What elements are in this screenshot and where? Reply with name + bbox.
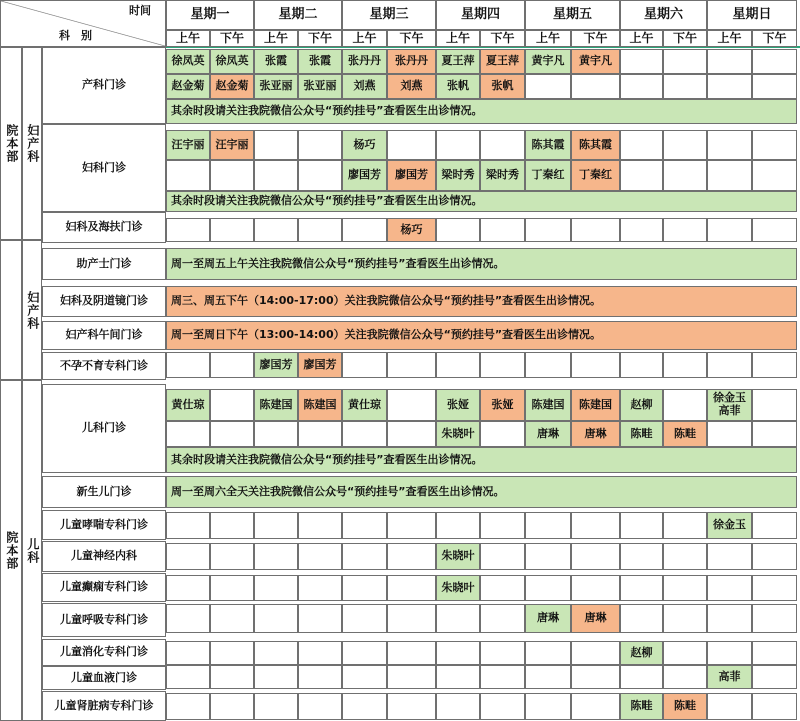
am-header: 上午 [620,30,663,47]
slot-cell [620,49,663,74]
slot-cell [436,641,480,665]
slot-cell [752,389,797,421]
doctor-cell: 廖国芳 [254,352,298,378]
day-header: 星期六 [620,0,707,30]
slot-cell [752,604,797,633]
slot-cell [620,160,663,191]
slot-cell [707,421,752,447]
doctor-cell: 唐琳 [525,604,571,633]
slot-cell [707,641,752,665]
slot-cell [166,693,210,720]
notice-bar: 周一至周日下午（13:00-14:00）关注我院微信公众号“预约挂号”查看医生出诊情况。 [166,321,797,350]
doctor-cell: 杨巧 [387,218,436,242]
doctor-cell: 徐凤英 [210,49,254,74]
clinic-name: 儿童呼吸专科门诊 [42,603,166,637]
doctor-cell: 黄仕琼 [166,389,210,421]
slot-cell [480,665,525,689]
clinic-name: 新生儿门诊 [42,476,166,508]
doctor-cell: 朱晓叶 [436,543,480,570]
doctor-cell: 黄仕琼 [342,389,387,421]
doctor-cell: 朱晓叶 [436,421,480,447]
slot-cell [707,74,752,99]
clinic-name: 儿童消化专科门诊 [42,639,166,666]
slot-cell [342,543,387,570]
clinic-name: 儿童肾脏病专科门诊 [42,691,166,721]
doctor-cell: 黄宇凡 [525,49,571,74]
slot-cell [752,543,797,570]
doctor-cell: 梁时秀 [436,160,480,191]
doctor-cell: 丁秦红 [525,160,571,191]
clinic-name: 妇科及阴道镜门诊 [42,286,166,317]
doctor-cell: 赵金菊 [166,74,210,99]
slot-cell [620,130,663,160]
doctor-cell: 徐金玉 [707,512,752,539]
subject-label: 科 别 [59,29,92,43]
slot-cell [436,512,480,539]
slot-cell [663,575,707,601]
slot-cell [620,74,663,99]
time-label: 时间 [129,4,151,17]
slot-cell [387,421,436,447]
slot-cell [210,389,254,421]
doctor-cell: 唐琳 [525,421,571,447]
slot-cell [298,693,342,720]
slot-cell [387,575,436,601]
slot-cell [387,543,436,570]
slot-cell [298,641,342,665]
slot-cell [387,389,436,421]
doctor-cell: 高菲 [707,665,752,689]
slot-cell [166,218,210,242]
slot-cell [752,130,797,160]
doctor-cell: 刘燕 [387,74,436,99]
slot-cell [707,693,752,720]
clinic-name: 妇科门诊 [42,124,166,212]
slot-cell [480,575,525,601]
slot-cell [620,352,663,378]
slot-cell [663,543,707,570]
doctor-cell: 夏王萍 [436,49,480,74]
clinic-name: 儿童血液门诊 [42,666,166,690]
slot-cell [620,575,663,601]
day-header: 星期五 [525,0,620,30]
doctor-cell: 汪宇丽 [166,130,210,160]
slot-cell [525,543,571,570]
slot-cell [342,693,387,720]
doctor-cell: 张霞 [254,49,298,74]
slot-cell [620,604,663,633]
slot-cell [210,604,254,633]
doctor-cell: 唐琳 [571,604,620,633]
slot-cell [752,665,797,689]
doctor-cell: 黄宇凡 [571,49,620,74]
doctor-cell: 陈建国 [298,389,342,421]
slot-cell [210,693,254,720]
pm-header: 下午 [752,30,797,47]
slot-cell [707,352,752,378]
slot-cell [663,604,707,633]
clinic-name: 产科门诊 [42,47,166,124]
doctor-cell: 汪宇丽 [210,130,254,160]
am-header: 上午 [166,30,210,47]
slot-cell [387,665,436,689]
notice-bar: 周一至周五上午关注我院微信公众号“预约挂号”查看医生出诊情况。 [166,248,797,280]
slot-cell [752,49,797,74]
slot-cell [210,352,254,378]
slot-cell [752,352,797,378]
doctor-cell: 刘燕 [342,74,387,99]
slot-cell [571,641,620,665]
dept-label: 妇产科 [22,240,42,380]
pm-header: 下午 [480,30,525,47]
doctor-cell: 陈畦 [663,693,707,720]
slot-cell [707,543,752,570]
doctor-cell: 赵柳 [620,389,663,421]
slot-cell [387,130,436,160]
slot-cell [254,604,298,633]
slot-cell [342,512,387,539]
doctor-cell: 张帆 [480,74,525,99]
slot-cell [525,641,571,665]
notice-bar: 其余时段请关注我院微信公众号“预约挂号”查看医生出诊情况。 [166,447,797,473]
slot-cell [663,218,707,242]
slot-cell [298,665,342,689]
dept-label: 儿科 [22,380,42,721]
day-header: 星期二 [254,0,342,30]
slot-cell [525,352,571,378]
slot-cell [387,693,436,720]
doctor-cell: 张丹丹 [387,49,436,74]
pm-header: 下午 [571,30,620,47]
slot-cell [436,130,480,160]
slot-cell [342,352,387,378]
slot-cell [254,641,298,665]
pm-header: 下午 [298,30,342,47]
slot-cell [298,130,342,160]
doctor-cell: 陈建国 [525,389,571,421]
slot-cell [571,74,620,99]
slot-cell [480,130,525,160]
clinic-name: 儿童哮喘专科门诊 [42,510,166,540]
clinic-name: 儿童神经内科 [42,541,166,572]
slot-cell [342,575,387,601]
slot-cell [298,218,342,242]
doctor-cell: 陈其霞 [525,130,571,160]
slot-cell [752,575,797,601]
doctor-cell: 张帆 [436,74,480,99]
doctor-cell: 丁秦红 [571,160,620,191]
slot-cell [663,160,707,191]
am-header: 上午 [525,30,571,47]
pm-header: 下午 [387,30,436,47]
slot-cell [210,218,254,242]
slot-cell [620,543,663,570]
slot-cell [571,575,620,601]
am-header: 上午 [342,30,387,47]
slot-cell [436,665,480,689]
slot-cell [663,641,707,665]
slot-cell [525,575,571,601]
doctor-cell: 张亚丽 [298,74,342,99]
slot-cell [342,665,387,689]
doctor-cell: 陈畦 [620,421,663,447]
slot-cell [571,693,620,720]
clinic-name: 儿科门诊 [42,384,166,473]
slot-cell [663,512,707,539]
slot-cell [480,218,525,242]
am-header: 上午 [436,30,480,47]
doctor-cell: 陈畦 [663,421,707,447]
am-header: 上午 [254,30,298,47]
slot-cell [707,49,752,74]
slot-cell [210,543,254,570]
slot-cell [571,352,620,378]
slot-cell [166,604,210,633]
doctor-cell: 梁时秀 [480,160,525,191]
slot-cell [342,421,387,447]
doctor-cell: 赵柳 [620,641,663,665]
clinic-name: 儿童癫痫专科门诊 [42,573,166,602]
am-header: 上午 [707,30,752,47]
doctor-cell: 夏王萍 [480,49,525,74]
slot-cell [166,512,210,539]
doctor-cell: 张亚丽 [254,74,298,99]
slot-cell [707,160,752,191]
slot-cell [571,543,620,570]
slot-cell [166,543,210,570]
slot-cell [342,641,387,665]
notice-bar: 周三、周五下午（14:00-17:00）关注我院微信公众号“预约挂号”查看医生出诊情况。 [166,286,797,317]
slot-cell [571,665,620,689]
slot-cell [752,218,797,242]
slot-cell [620,665,663,689]
slot-cell [254,218,298,242]
slot-cell [254,421,298,447]
pm-header: 下午 [210,30,254,47]
slot-cell [663,74,707,99]
slot-cell [436,218,480,242]
doctor-cell: 赵金菊 [210,74,254,99]
slot-cell [525,693,571,720]
day-header: 星期四 [436,0,525,30]
day-header: 星期日 [707,0,797,30]
clinic-name: 不孕不育专科门诊 [42,352,166,380]
slot-cell [663,130,707,160]
doctor-cell: 朱晓叶 [436,575,480,601]
slot-cell [707,575,752,601]
corner-header [0,0,166,47]
slot-cell [752,693,797,720]
slot-cell [210,512,254,539]
slot-cell [210,665,254,689]
slot-cell [166,641,210,665]
slot-cell [707,218,752,242]
slot-cell [480,543,525,570]
slot-cell [571,218,620,242]
slot-cell [436,693,480,720]
doctor-cell: 张丹丹 [342,49,387,74]
notice-bar: 其余时段请关注我院微信公众号“预约挂号”查看医生出诊情况。 [166,99,797,124]
slot-cell [210,575,254,601]
slot-cell [210,641,254,665]
slot-cell [436,352,480,378]
slot-cell [663,389,707,421]
slot-cell [480,512,525,539]
slot-cell [254,160,298,191]
slot-cell [663,665,707,689]
slot-cell [707,604,752,633]
doctor-cell: 陈建国 [571,389,620,421]
slot-cell [571,512,620,539]
slot-cell [298,160,342,191]
pm-header: 下午 [663,30,707,47]
clinic-name: 妇产科午间门诊 [42,321,166,350]
slot-cell [210,160,254,191]
slot-cell [298,575,342,601]
doctor-cell: 陈畦 [620,693,663,720]
clinic-name: 妇科及海扶门诊 [42,212,166,243]
slot-cell [166,665,210,689]
notice-bar: 其余时段请关注我院微信公众号“预约挂号”查看医生出诊情况。 [166,191,797,212]
slot-cell [620,218,663,242]
slot-cell [254,575,298,601]
slot-cell [436,604,480,633]
day-header: 星期一 [166,0,254,30]
slot-cell [166,160,210,191]
doctor-cell: 张娅 [436,389,480,421]
slot-cell [254,693,298,720]
slot-cell [298,604,342,633]
slot-cell [387,641,436,665]
slot-cell [298,543,342,570]
slot-cell [480,641,525,665]
slot-cell [254,130,298,160]
slot-cell [166,352,210,378]
slot-cell [620,512,663,539]
campus-blank [0,240,22,380]
slot-cell [166,421,210,447]
slot-cell [480,604,525,633]
slot-cell [254,512,298,539]
slot-cell [210,421,254,447]
campus-label: 院本部 [0,380,22,721]
doctor-cell: 陈建国 [254,389,298,421]
doctor-cell: 徐金玉 高菲 [707,389,752,421]
notice-bar: 周一至周六全天关注我院微信公众号“预约挂号”查看医生出诊情况。 [166,476,797,508]
slot-cell [752,160,797,191]
slot-cell [166,575,210,601]
clinic-name: 助产士门诊 [42,248,166,280]
slot-cell [387,352,436,378]
slot-cell [707,130,752,160]
campus-label: 院本部 [0,47,22,240]
slot-cell [342,604,387,633]
slot-cell [525,74,571,99]
dept-label: 妇产科 [22,47,42,240]
doctor-cell: 唐琳 [571,421,620,447]
slot-cell [663,352,707,378]
slot-cell [480,352,525,378]
slot-cell [254,543,298,570]
slot-cell [752,641,797,665]
doctor-cell: 廖国芳 [298,352,342,378]
slot-cell [752,421,797,447]
doctor-cell: 张娅 [480,389,525,421]
slot-cell [298,421,342,447]
slot-cell [663,49,707,74]
doctor-cell: 廖国芳 [387,160,436,191]
slot-cell [525,665,571,689]
doctor-cell: 张霞 [298,49,342,74]
slot-cell [387,512,436,539]
doctor-cell: 廖国芳 [342,160,387,191]
doctor-cell: 陈其霞 [571,130,620,160]
doctor-cell: 杨巧 [342,130,387,160]
slot-cell [525,218,571,242]
slot-cell [752,512,797,539]
slot-cell [387,604,436,633]
day-header: 星期三 [342,0,436,30]
slot-cell [342,218,387,242]
slot-cell [480,693,525,720]
slot-cell [254,665,298,689]
slot-cell [525,512,571,539]
slot-cell [480,421,525,447]
doctor-cell: 徐凤英 [166,49,210,74]
slot-cell [752,74,797,99]
slot-cell [298,512,342,539]
